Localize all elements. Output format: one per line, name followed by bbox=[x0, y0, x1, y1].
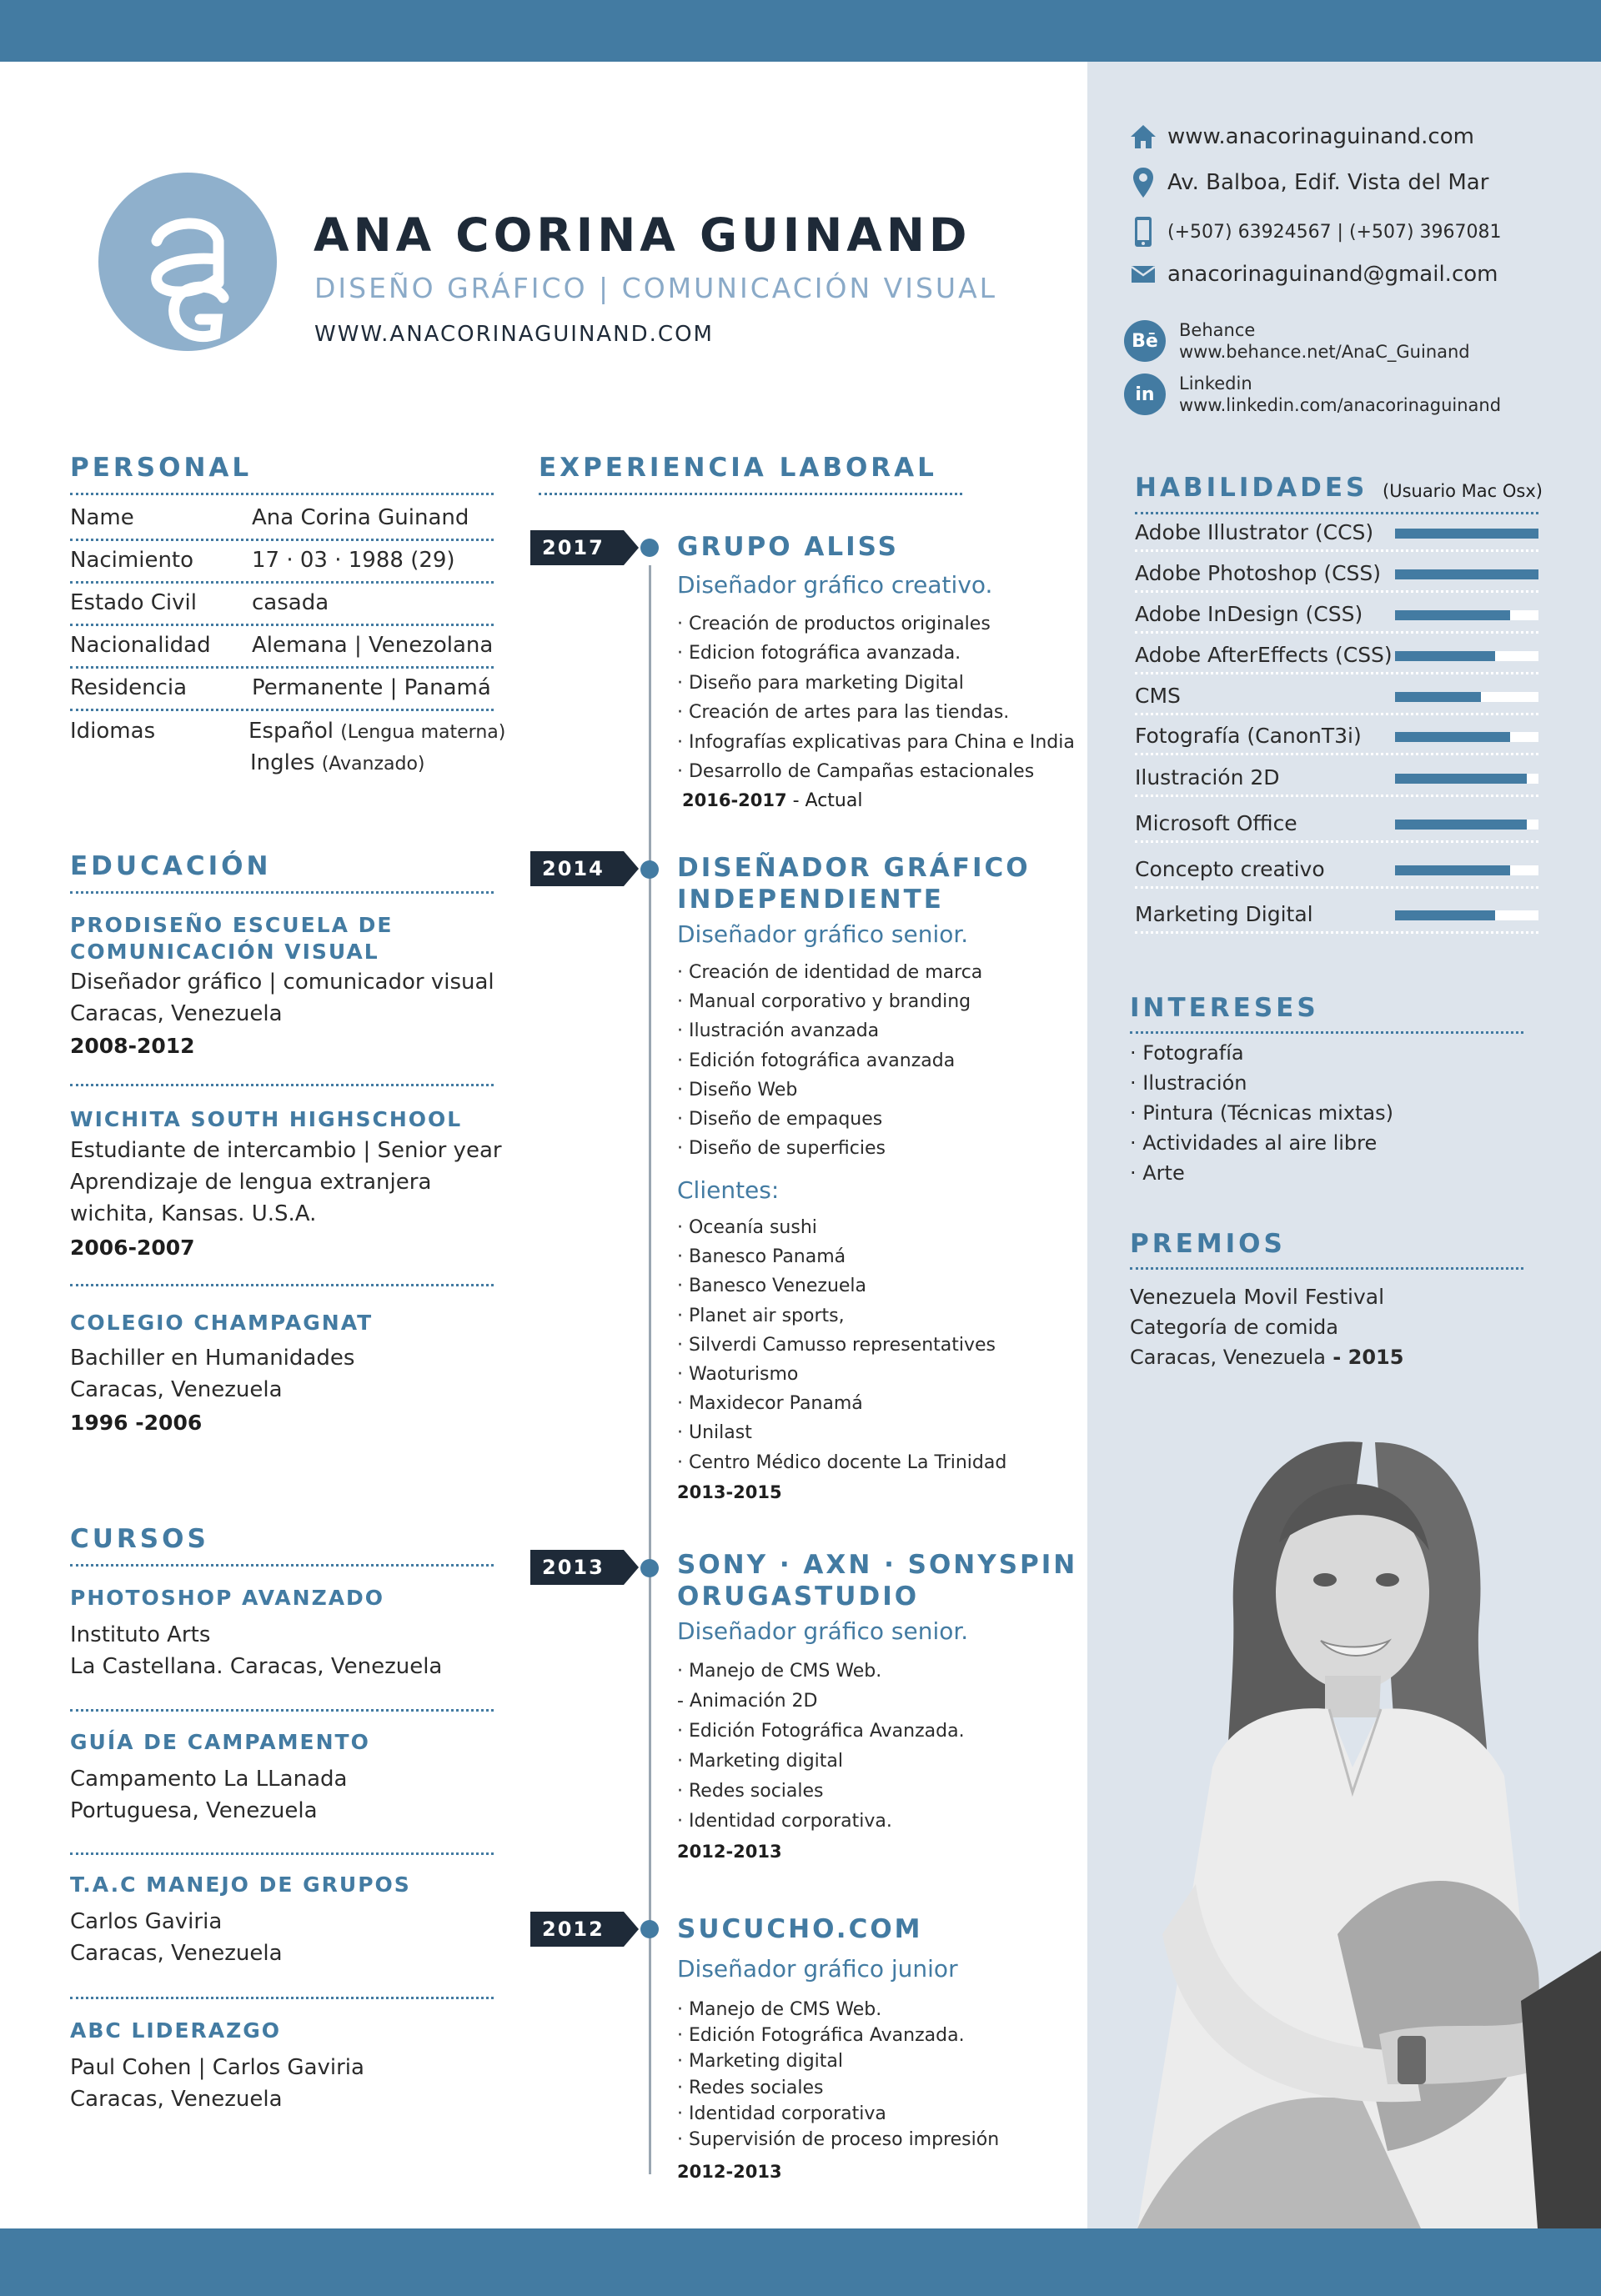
envelope-icon bbox=[1127, 258, 1159, 290]
job-task-list bbox=[677, 1657, 965, 1837]
courses-title: CURSOS bbox=[70, 1524, 209, 1554]
personal-key: Name bbox=[70, 505, 134, 530]
skill-row bbox=[1135, 515, 1538, 552]
job-task: · Edición fotográfica avanzada bbox=[677, 1050, 956, 1071]
awards-divider bbox=[1130, 1267, 1523, 1270]
course-institution: Instituto Arts bbox=[70, 1622, 211, 1647]
job-task: · Creación de identidad de marca bbox=[677, 962, 983, 983]
skill-divider bbox=[1135, 631, 1538, 634]
award-name: Venezuela Movil Festival bbox=[1130, 1285, 1385, 1309]
mobile-phone-icon bbox=[1127, 216, 1159, 248]
personal-key: Idiomas bbox=[70, 719, 156, 744]
job-task-list bbox=[677, 958, 982, 1163]
interest-item: · Fotografía bbox=[1130, 1041, 1244, 1065]
top-bar bbox=[0, 0, 1601, 62]
skill-divider bbox=[1135, 590, 1538, 593]
education-divider bbox=[70, 1284, 494, 1286]
language-name: Ingles bbox=[250, 750, 315, 775]
interest-item: · Arte bbox=[1130, 1161, 1185, 1185]
education-description: Aprendizaje de lengua extranjera bbox=[70, 1170, 432, 1195]
job-task: · Diseño de empaques bbox=[677, 1109, 883, 1130]
education-divider bbox=[70, 1084, 494, 1086]
timeline-dot bbox=[640, 1920, 659, 1938]
job-task: · Redes sociales bbox=[677, 2077, 824, 2098]
job-task: · Diseño de superficies bbox=[677, 1138, 886, 1160]
job-task: · Manejo de CMS Web. bbox=[677, 1999, 882, 2020]
personal-key: Nacionalidad bbox=[70, 633, 211, 658]
education-degree: Estudiante de intercambio | Senior year bbox=[70, 1138, 502, 1163]
education-degree: Diseñador gráfico | comunicador visual bbox=[70, 970, 494, 995]
award-category: Categoría de comida bbox=[1130, 1316, 1338, 1339]
job-years-suffix: - Actual bbox=[786, 790, 863, 811]
behance-icon: Bē bbox=[1124, 320, 1166, 362]
job-company: DISEÑADOR GRÁFICO bbox=[677, 853, 1031, 883]
skill-level-fill bbox=[1395, 610, 1510, 620]
timeline-dot bbox=[640, 860, 659, 879]
client-item: · Banesco Venezuela bbox=[677, 1276, 867, 1297]
skills-note: (Usuario Mac Osx) bbox=[1383, 481, 1543, 501]
skill-level-fill bbox=[1395, 692, 1481, 702]
job-years-range: 2016-2017 bbox=[682, 790, 787, 810]
job-company-2: INDEPENDIENTE bbox=[677, 885, 944, 915]
job-years bbox=[682, 790, 862, 811]
award-location bbox=[1130, 1346, 1403, 1369]
skills-divider bbox=[1135, 512, 1538, 514]
skill-level-fill bbox=[1395, 865, 1510, 875]
linkedin-icon: in bbox=[1124, 373, 1166, 415]
personal-value: casada bbox=[252, 590, 329, 615]
job-role: Diseñador gráfico junior bbox=[677, 1955, 958, 1983]
client-item: · Oceanía sushi bbox=[677, 1217, 817, 1238]
contact-email-text: anacorinaguinand@gmail.com bbox=[1167, 262, 1498, 287]
year-badge: 2017 bbox=[530, 530, 624, 565]
contact-website[interactable] bbox=[1127, 121, 1474, 153]
job-role: Diseñador gráfico senior. bbox=[677, 920, 969, 948]
profile-photo bbox=[1087, 1417, 1601, 2228]
monogram-logo-graphic bbox=[98, 173, 277, 351]
courses-divider bbox=[70, 1709, 494, 1712]
skill-row bbox=[1135, 638, 1538, 674]
skill-level-fill bbox=[1395, 529, 1538, 539]
interests-divider bbox=[1130, 1031, 1523, 1034]
skill-name: Adobe Illustrator (CCS) bbox=[1135, 520, 1374, 544]
course-institution: Carlos Gaviria bbox=[70, 1909, 223, 1934]
skill-name: Concepto creativo bbox=[1135, 857, 1325, 881]
professional-subtitle: DISEÑO GRÁFICO | COMUNICACIÓN VISUAL bbox=[314, 272, 998, 304]
experience-divider bbox=[539, 493, 962, 495]
client-item: · Waoturismo bbox=[677, 1364, 799, 1386]
interest-item: · Actividades al aire libre bbox=[1130, 1131, 1378, 1155]
personal-key: Nacimiento bbox=[70, 548, 194, 573]
skill-name: Marketing Digital bbox=[1135, 902, 1313, 926]
education-divider bbox=[70, 891, 494, 894]
job-role: Diseñador gráfico senior. bbox=[677, 1617, 969, 1645]
client-item: · Banesco Panamá bbox=[677, 1246, 846, 1268]
skill-row bbox=[1135, 760, 1538, 797]
client-item: · Maxidecor Panamá bbox=[677, 1393, 863, 1415]
skill-divider bbox=[1135, 931, 1538, 934]
job-company: SONY · AXN · SONYSPIN bbox=[677, 1550, 1078, 1580]
education-school-name-2: COMUNICACIÓN VISUAL bbox=[70, 940, 379, 964]
job-task: · Desarrollo de Campañas estacionales bbox=[677, 761, 1035, 783]
behance-link[interactable] bbox=[1124, 319, 1470, 363]
contact-phone[interactable] bbox=[1127, 216, 1502, 248]
client-item: · Unilast bbox=[677, 1422, 752, 1444]
courses-divider bbox=[70, 1997, 494, 1999]
education-degree: Bachiller en Humanidades bbox=[70, 1346, 355, 1371]
contact-website-text: www.anacorinaguinand.com bbox=[1167, 124, 1474, 149]
education-years: 2006-2007 bbox=[70, 1236, 195, 1260]
skill-level-fill bbox=[1395, 569, 1538, 579]
skill-level-bar bbox=[1395, 610, 1538, 620]
client-item: · Planet air sports, bbox=[677, 1305, 845, 1326]
courses-divider bbox=[70, 1852, 494, 1855]
timeline-dot bbox=[640, 539, 659, 557]
linkedin-link[interactable] bbox=[1124, 373, 1501, 416]
course-name: GUÍA DE CAMPAMENTO bbox=[70, 1730, 370, 1754]
skill-divider bbox=[1135, 753, 1538, 755]
personal-key: Residencia bbox=[70, 675, 188, 700]
contact-address-text: Av. Balboa, Edif. Vista del Mar bbox=[1167, 170, 1489, 195]
job-task: · Identidad corporativa bbox=[677, 2103, 886, 2124]
skill-divider bbox=[1135, 549, 1538, 552]
interest-item: · Ilustración bbox=[1130, 1071, 1247, 1095]
skill-divider bbox=[1135, 713, 1538, 715]
job-task: - Animación 2D bbox=[677, 1691, 818, 1712]
skill-divider bbox=[1135, 795, 1538, 797]
skill-level-fill bbox=[1395, 820, 1527, 830]
job-task: · Diseño Web bbox=[677, 1079, 798, 1100]
skill-divider bbox=[1135, 886, 1538, 889]
year-badge: 2014 bbox=[530, 851, 624, 886]
personal-divider bbox=[70, 493, 494, 495]
experience-title: EXPERIENCIA LABORAL bbox=[539, 453, 937, 483]
skill-level-bar bbox=[1395, 910, 1538, 920]
job-task: · Manual corporativo y branding bbox=[677, 991, 971, 1013]
language-level: (Lengua materna) bbox=[340, 722, 506, 743]
skill-row bbox=[1135, 806, 1538, 843]
education-title: EDUCACIÓN bbox=[70, 851, 272, 881]
skill-row bbox=[1135, 897, 1538, 934]
client-item: · Centro Médico docente La Trinidad bbox=[677, 1451, 1007, 1473]
language-spanish bbox=[248, 719, 505, 744]
behance-label: Behance bbox=[1179, 320, 1256, 340]
skill-name: Microsoft Office bbox=[1135, 811, 1297, 835]
job-task: · Creación de artes para las tiendas. bbox=[677, 702, 1010, 724]
job-years: 2012-2013 bbox=[677, 1842, 782, 1862]
client-item: · Silverdi Camusso representatives bbox=[677, 1334, 996, 1356]
education-years: 2008-2012 bbox=[70, 1034, 195, 1058]
skill-level-bar bbox=[1395, 692, 1538, 702]
skill-name: Adobe InDesign (CSS) bbox=[1135, 602, 1363, 626]
clients-list bbox=[677, 1213, 1006, 1477]
course-institution: Paul Cohen | Carlos Gaviria bbox=[70, 2055, 364, 2080]
skill-row bbox=[1135, 597, 1538, 634]
job-task: · Supervisión de proceso impresión bbox=[677, 2129, 1000, 2151]
skill-name: Adobe Photoshop (CSS) bbox=[1135, 561, 1382, 585]
skill-level-fill bbox=[1395, 910, 1495, 920]
education-school-name: PRODISEÑO ESCUELA DE bbox=[70, 913, 394, 937]
skill-level-bar bbox=[1395, 820, 1538, 830]
portrait-illustration bbox=[1137, 1441, 1601, 2228]
skill-divider bbox=[1135, 840, 1538, 843]
linkedin-label: Linkedin bbox=[1179, 373, 1252, 394]
job-task-list bbox=[677, 1997, 999, 2153]
personal-key: Estado Civil bbox=[70, 590, 197, 615]
language-name: Español bbox=[248, 719, 334, 744]
clients-title: Clientes: bbox=[677, 1176, 780, 1204]
personal-value: Alemana | Venezolana bbox=[252, 633, 494, 658]
job-task: · Marketing digital bbox=[677, 2051, 843, 2073]
skill-level-fill bbox=[1395, 774, 1527, 784]
skill-name: Ilustración 2D bbox=[1135, 765, 1280, 790]
course-location: Portuguesa, Venezuela bbox=[70, 1798, 318, 1823]
skill-row bbox=[1135, 719, 1538, 755]
interests-title: INTERESES bbox=[1130, 993, 1319, 1023]
education-location: wichita, Kansas. U.S.A. bbox=[70, 1201, 317, 1226]
education-school-name: WICHITA SOUTH HIGHSCHOOL bbox=[70, 1107, 463, 1131]
job-role: Diseñador gráfico creativo. bbox=[677, 571, 993, 599]
interests-list bbox=[1130, 1038, 1393, 1188]
skill-name: Adobe AfterEffects (CSS) bbox=[1135, 643, 1393, 667]
skill-level-fill bbox=[1395, 651, 1495, 661]
skill-row bbox=[1135, 679, 1538, 715]
skill-level-bar bbox=[1395, 774, 1538, 784]
personal-value: Permanente | Panamá bbox=[252, 675, 491, 700]
personal-row-divider bbox=[70, 709, 494, 711]
language-level: (Avanzado) bbox=[321, 754, 425, 775]
skill-name: Fotografía (CanonT3i) bbox=[1135, 724, 1362, 748]
job-task: · Edicion fotográfica avanzada. bbox=[677, 643, 961, 664]
timeline-dot bbox=[640, 1559, 659, 1577]
job-task: · Creación de productos originales bbox=[677, 614, 991, 634]
job-task: · Redes sociales bbox=[677, 1781, 824, 1802]
award-location-text: Caracas, Venezuela bbox=[1130, 1346, 1326, 1369]
awards-title: PREMIOS bbox=[1130, 1229, 1286, 1259]
skill-row bbox=[1135, 556, 1538, 593]
job-task: · Diseño para marketing Digital bbox=[677, 672, 964, 694]
skill-level-bar bbox=[1395, 569, 1538, 579]
course-name: PHOTOSHOP AVANZADO bbox=[70, 1586, 385, 1610]
contact-email[interactable] bbox=[1127, 258, 1498, 290]
behance-url: www.behance.net/AnaC_Guinand bbox=[1179, 342, 1470, 362]
job-task: · Manejo de CMS Web. bbox=[677, 1661, 882, 1682]
language-english bbox=[250, 750, 425, 775]
course-name: T.A.C MANEJO DE GRUPOS bbox=[70, 1872, 411, 1897]
course-location: Caracas, Venezuela bbox=[70, 2087, 283, 2112]
personal-row-divider bbox=[70, 581, 494, 584]
year-badge: 2012 bbox=[530, 1912, 624, 1947]
linkedin-url: www.linkedin.com/anacorinaguinand bbox=[1179, 395, 1502, 415]
personal-value: 17 · 03 · 1988 (29) bbox=[252, 548, 455, 573]
skill-level-bar bbox=[1395, 732, 1538, 742]
personal-value: Ana Corina Guinand bbox=[252, 505, 469, 530]
courses-divider bbox=[70, 1564, 494, 1567]
course-name: ABC LIDERAZGO bbox=[70, 2018, 282, 2043]
job-task: · Identidad corporativa. bbox=[677, 1811, 892, 1832]
skill-level-bar bbox=[1395, 529, 1538, 539]
job-years: 2013-2015 bbox=[677, 1482, 782, 1502]
award-year: - 2015 bbox=[1325, 1346, 1404, 1369]
header-website[interactable]: WWW.ANACORINAGUINAND.COM bbox=[314, 322, 714, 347]
personal-title: PERSONAL bbox=[70, 453, 253, 483]
education-location: Caracas, Venezuela bbox=[70, 1377, 283, 1402]
education-location: Caracas, Venezuela bbox=[70, 1001, 283, 1026]
skills-title: HABILIDADES bbox=[1135, 473, 1368, 503]
bottom-bar bbox=[0, 2228, 1601, 2296]
skill-divider bbox=[1135, 672, 1538, 674]
location-pin-icon bbox=[1127, 167, 1159, 198]
contact-phone-text: (+507) 63924567 | (+507) 3967081 bbox=[1167, 221, 1502, 243]
skill-level-bar bbox=[1395, 865, 1538, 875]
skill-row bbox=[1135, 852, 1538, 889]
course-location: La Castellana. Caracas, Venezuela bbox=[70, 1654, 443, 1679]
job-years: 2012-2013 bbox=[677, 2162, 782, 2182]
skill-name: CMS bbox=[1135, 684, 1181, 708]
job-task-list bbox=[677, 609, 1075, 786]
full-name: ANA CORINA GUINAND bbox=[314, 208, 971, 262]
year-badge: 2013 bbox=[530, 1550, 624, 1585]
job-company-2: ORUGASTUDIO bbox=[677, 1582, 920, 1612]
skill-level-fill bbox=[1395, 732, 1510, 742]
skill-level-bar bbox=[1395, 651, 1538, 661]
job-task: · Edición Fotográfica Avanzada. bbox=[677, 1721, 965, 1742]
personal-row-divider bbox=[70, 666, 494, 669]
personal-row-divider bbox=[70, 624, 494, 626]
job-company: GRUPO ALISS bbox=[677, 532, 899, 562]
job-company: SUCUCHO.COM bbox=[677, 1914, 923, 1944]
education-school-name: COLEGIO CHAMPAGNAT bbox=[70, 1311, 374, 1335]
personal-row-divider bbox=[70, 539, 494, 541]
job-task: · Ilustración avanzada bbox=[677, 1020, 880, 1042]
interest-item: · Pintura (Técnicas mixtas) bbox=[1130, 1101, 1393, 1125]
education-years: 1996 -2006 bbox=[70, 1411, 203, 1435]
job-task: · Infografías explicativas para China e India bbox=[677, 731, 1075, 753]
home-icon bbox=[1127, 121, 1159, 153]
monogram-logo bbox=[98, 173, 277, 351]
course-institution: Campamento La LLanada bbox=[70, 1767, 348, 1792]
course-location: Caracas, Venezuela bbox=[70, 1941, 283, 1966]
job-task: · Marketing digital bbox=[677, 1751, 843, 1772]
contact-address bbox=[1127, 167, 1488, 198]
job-task: · Edición Fotográfica Avanzada. bbox=[677, 2025, 965, 2047]
